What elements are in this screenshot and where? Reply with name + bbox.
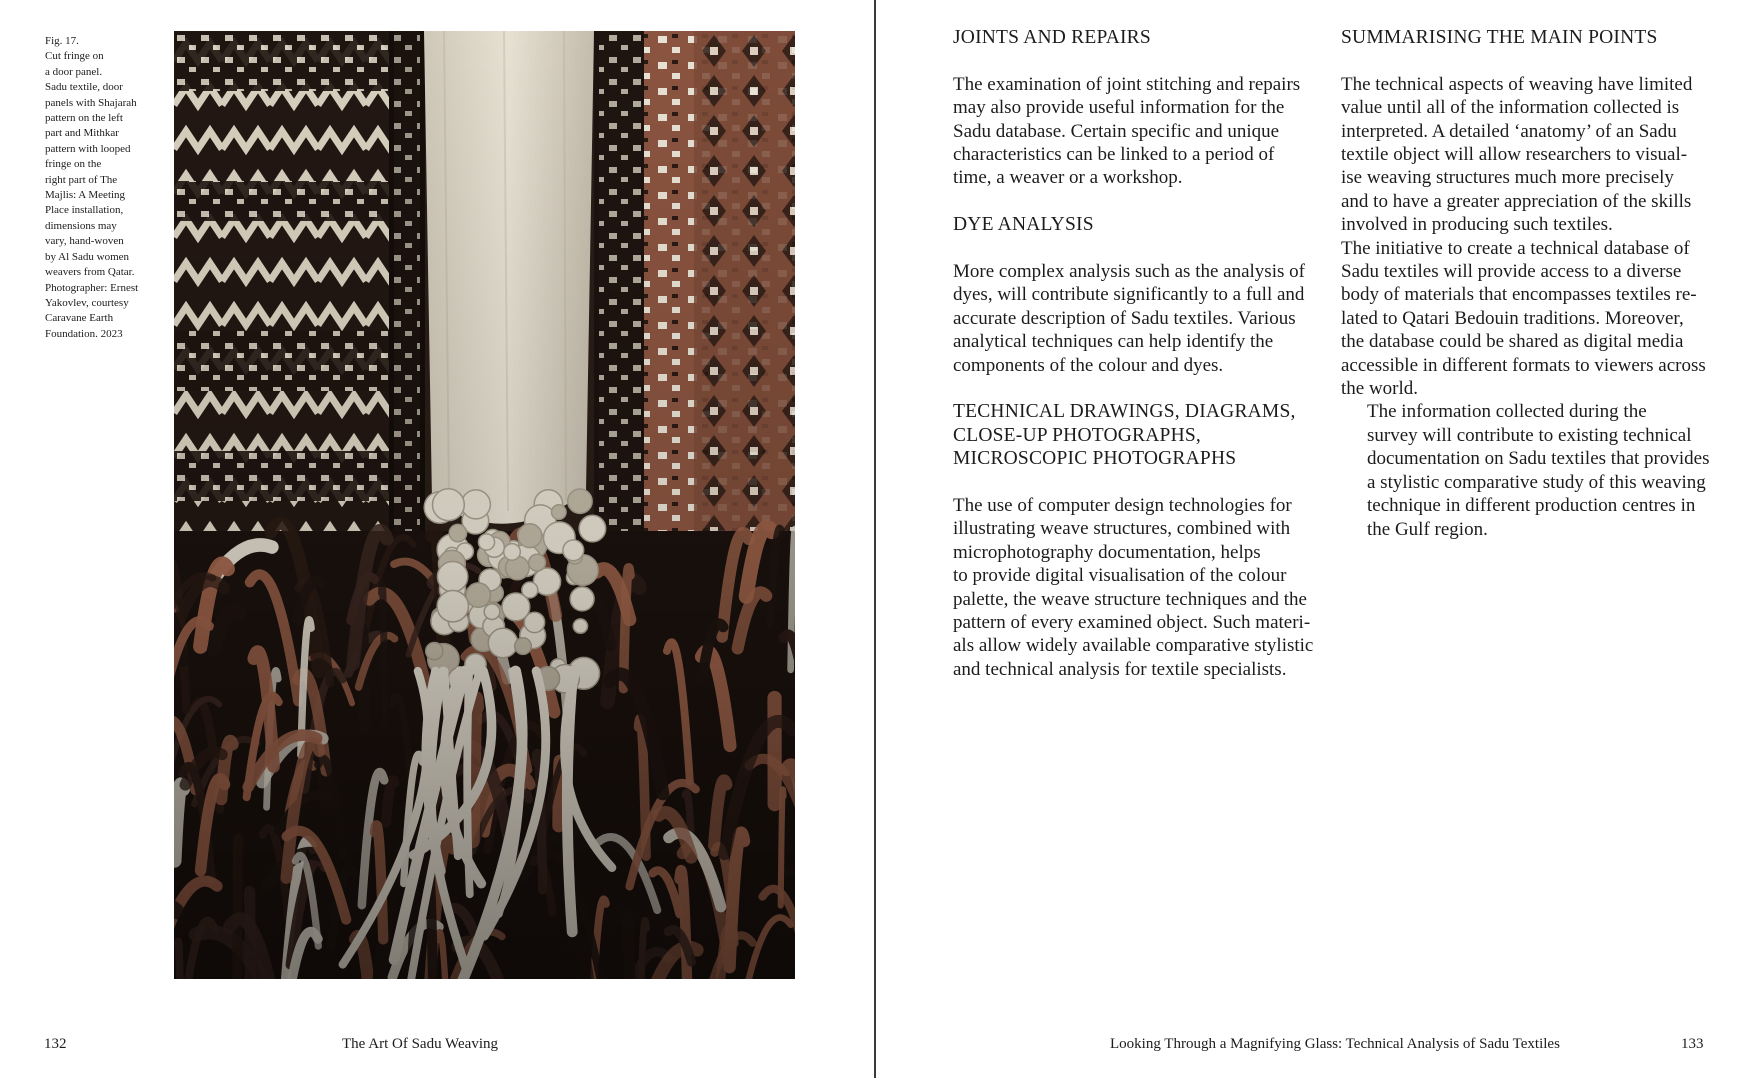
text-line: to provide digital visualisation of the colour: [953, 565, 1287, 587]
text-line: microphotography documentation, helps: [953, 541, 1261, 563]
text-line: Caravane Earth: [45, 312, 114, 325]
text-line: Fig. 17.: [45, 35, 79, 47]
text-line: part and Mithkar: [45, 127, 119, 140]
paragraph-computer-design: [953, 494, 1333, 681]
text-line: fringe on the: [45, 158, 102, 171]
text-line: The initiative to create a technical database of: [1341, 237, 1690, 259]
text-line: and to have a greater appreciation of the skills: [1341, 190, 1692, 212]
text-line: The examination of joint stitching and repairs: [953, 73, 1301, 95]
paragraph-joints: [953, 73, 1333, 190]
text-line: vary, hand-woven: [45, 235, 124, 248]
text-line: body of materials that encompasses textiles re-: [1341, 284, 1697, 306]
text-line: Sadu textiles will provide access to a diverse: [1341, 261, 1682, 283]
text-line: dimensions may: [45, 219, 117, 232]
text-line: The use of computer design technologies for: [953, 495, 1292, 517]
text-line: The technical aspects of weaving have limited: [1341, 73, 1693, 95]
text-line: More complex analysis such as the analysis of: [953, 261, 1305, 283]
text-line: accurate description of Sadu textiles. Various: [953, 307, 1296, 329]
paragraph-information-collected: [1341, 400, 1741, 540]
paragraph-dyes: [953, 260, 1333, 377]
text-line: involved in producing such textiles.: [1341, 214, 1613, 236]
running-title-left: The Art Of Sadu Weaving: [342, 1036, 498, 1052]
text-line: technique in different production centres in: [1367, 495, 1696, 517]
text-line: Sadu database. Certain specific and unique: [953, 120, 1280, 142]
text-line: the database could be shared as digital media: [1341, 331, 1684, 353]
text-line: textile object will allow researchers to visual-: [1341, 144, 1688, 166]
heading-technical-drawings: [953, 400, 1333, 470]
heading-dye-analysis: [953, 213, 1333, 236]
text-line: dyes, will contribute significantly to a full and: [953, 284, 1305, 306]
text-line: weavers from Qatar.: [45, 266, 135, 279]
text-line: may also provide useful information for the: [953, 97, 1285, 119]
text-column-2: [1341, 26, 1741, 541]
text-line: pattern with looped: [45, 142, 131, 155]
text-line: the Gulf region.: [1367, 518, 1488, 540]
text-line: The information collected during the: [1367, 401, 1647, 423]
text-column-1: [953, 26, 1333, 681]
text-line: lated to Qatari Bedouin traditions. Moreover,: [1341, 307, 1684, 329]
paragraph-summary: [1341, 73, 1741, 401]
text-line: Cut fringe on: [45, 50, 104, 63]
text-line: a door panel.: [45, 65, 103, 78]
sadu-textile-photo: [174, 31, 795, 979]
text-line: right part of The: [45, 173, 118, 186]
text-line: palette, the weave structure techniques and the: [953, 588, 1307, 610]
text-line: illustrating weave structures, combined with: [953, 518, 1291, 540]
text-line: survey will contribute to existing technical: [1367, 424, 1692, 446]
text-line: Photographer: Ernest: [45, 281, 139, 294]
text-line: characteristics can be linked to a period of: [953, 144, 1275, 166]
text-line: panels with Shajarah: [45, 96, 137, 109]
text-line: Foundation. 2023: [45, 327, 123, 340]
text-line: time, a weaver or a workshop.: [953, 167, 1183, 189]
text-line: accessible in different formats to viewers across: [1341, 354, 1706, 376]
text-line: ise weaving structures much more precisely: [1341, 167, 1674, 189]
heading-summarising: [1341, 26, 1741, 49]
text-line: by Al Sadu women: [45, 250, 130, 263]
text-line: als allow widely available comparative stylistic: [953, 635, 1314, 657]
heading-joints-and-repairs: [953, 26, 1333, 49]
running-title-right: Looking Through a Magnifying Glass: Technical Analysis of Sadu Textiles: [1110, 1036, 1560, 1052]
text-line: Yakovlev, courtesy: [45, 296, 129, 309]
text-line: DYE ANALYSIS: [953, 214, 1094, 236]
text-line: JOINTS AND REPAIRS: [953, 27, 1151, 48]
text-line: Place installation,: [45, 204, 124, 217]
text-line: value until all of the information collected is: [1341, 97, 1680, 119]
text-line: components of the colour and dyes.: [953, 354, 1224, 376]
text-line: and technical analysis for textile specialists.: [953, 658, 1287, 680]
page-number-right: 133: [1681, 1036, 1704, 1052]
text-line: pattern on the left: [45, 112, 123, 125]
text-line: analytical techniques can help identify the: [953, 331, 1274, 353]
text-line: the world.: [1341, 378, 1419, 400]
page-number-left: 132: [44, 1036, 67, 1052]
text-line: Majlis: A Meeting: [45, 189, 126, 202]
text-line: MICROSCOPIC PHOTOGRAPHS: [953, 448, 1237, 470]
text-line: pattern of every examined object. Such materi-: [953, 612, 1311, 634]
figure-caption: [45, 34, 157, 342]
text-line: SUMMARISING THE MAIN POINTS: [1341, 27, 1658, 48]
text-line: CLOSE-UP PHOTOGRAPHS,: [953, 424, 1201, 446]
text-line: interpreted. A detailed ‘anatomy’ of an Sadu: [1341, 120, 1677, 142]
text-line: documentation on Sadu textiles that provides: [1367, 448, 1710, 470]
text-line: a stylistic comparative study of this weaving: [1367, 471, 1706, 493]
text-line: TECHNICAL DRAWINGS, DIAGRAMS,: [953, 401, 1296, 423]
text-line: Sadu textile, door: [45, 81, 123, 94]
